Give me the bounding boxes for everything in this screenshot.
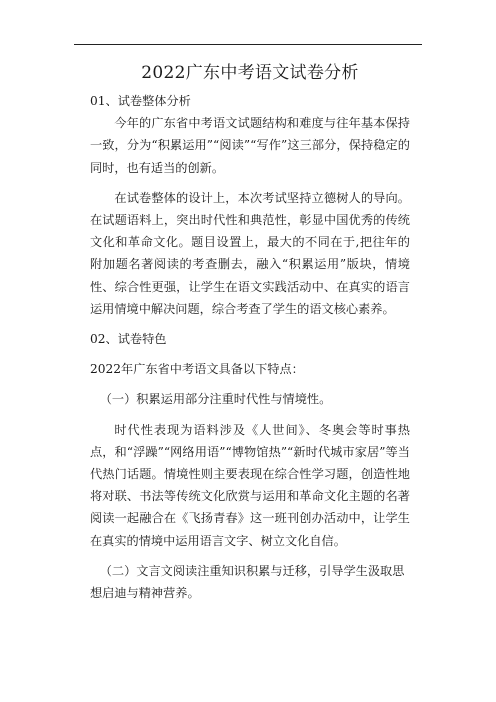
document-body [90, 60, 410, 612]
document-title: 2022广东中考语文试卷分析 [141, 63, 359, 83]
subheading-accumulation: （一）积累运用部分注重时代性与情境性。 [99, 392, 332, 407]
header-rule [74, 44, 422, 45]
section-heading-overall: 01、试卷整体分析 [90, 94, 191, 108]
features-lead: 2022年广东省中考语文具备以下特点： [90, 362, 304, 377]
subheading-classical-reading: （二）文言文阅读注重知识积累与迁移，引导学生汲取思想启迪与精神营养。 [90, 563, 405, 601]
paragraph-timeliness: 时代性表现为语料涉及《人世间》、冬奥会等时事热点，和“浮躁”“网络用语”“博物馆热”“新时代城市家居”等当代热门话题。情境性则主要表现在综合性学习题，创造性地将对联、书法等传统文化欣赏与运用和革命文化主题的名著阅读一起融合在《飞扬青春》这一班刊创办活动中，让学生在真实的情境中运用语言文字、树立文化自信。 [90, 422, 410, 548]
paragraph-design: 在试卷整体的设计上，本次考试坚持立德树人的导向。在试题语料上，突出时代性和典范性，彰显中国优秀的传统文化和革命文化。题目设置上，最大的不同在于,把往年的附加题名著阅读的考查删去，融入“积累运用”版块，情境性、综合性更强，让学生在语文实践活动中、在真实的语言运用情境中解决问题，综合考查了学生的语文核心素养。 [90, 190, 410, 316]
section-heading-features: 02、试卷特色 [90, 332, 167, 347]
paragraph-structure: 今年的广东省中考语文试题结构和难度与往年基本保持一致，分为“积累运用”“阅读”“写作”这三部分，保持稳定的同时，也有适当的创新。 [90, 116, 410, 175]
